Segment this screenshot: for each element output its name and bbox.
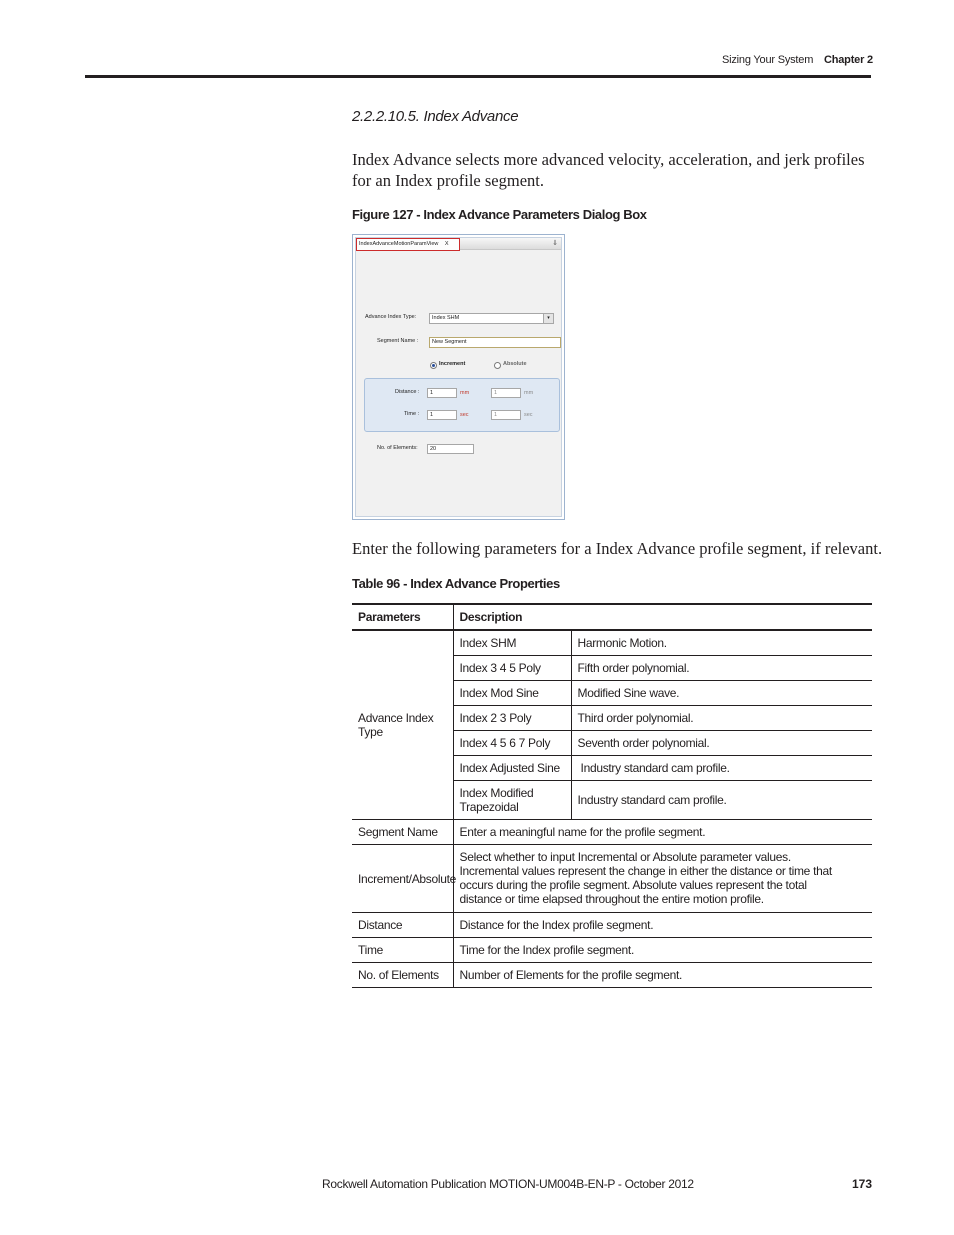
table-row [352, 630, 872, 656]
option-name: Index 3 4 5 Poly [453, 656, 571, 681]
option-desc: Seventh order polynomial. [571, 731, 872, 756]
distance-input-2[interactable] [491, 388, 521, 398]
advance-index-type-select[interactable] [429, 313, 554, 324]
param-name: Time [352, 938, 453, 963]
index-advance-properties-table [352, 603, 872, 988]
time-unit-2: sec [524, 412, 533, 418]
table-row [352, 963, 872, 988]
param-advance-index-type: Advance Index Type [352, 630, 453, 820]
segment-name-value: New Segment [432, 339, 467, 345]
option-name: Index Modified Trapezoidal [453, 781, 571, 820]
absolute-radio[interactable] [494, 362, 501, 369]
param-desc: Distance for the Index profile segment. [453, 913, 872, 938]
table-row [352, 820, 872, 845]
subsection-title: 2.2.2.10.5. Index Advance [352, 108, 519, 125]
distance-unit: mm [460, 390, 470, 396]
column-header-parameters: Parameters [352, 604, 453, 630]
absolute-radio-label: Absolute [503, 361, 527, 367]
distance-value: 1 [430, 390, 434, 396]
segment-name-label: Segment Name : [377, 338, 419, 344]
param-desc: Time for the Index profile segment. [453, 938, 872, 963]
figure-caption: Figure 127 - Index Advance Parameters Dialog Box [352, 207, 647, 222]
time-value-2: 1 [494, 412, 498, 418]
increment-radio-label: Increment [439, 361, 466, 367]
dialog-title-bar [356, 238, 561, 250]
param-name: No. of Elements [352, 963, 453, 988]
time-input-2[interactable] [491, 410, 521, 420]
elements-input[interactable] [427, 444, 474, 454]
dialog-tab[interactable] [356, 238, 460, 251]
parameters-intro: Enter the following parameters for a Index Advance profile segment, if relevant. [352, 539, 883, 558]
param-name: Segment Name [352, 820, 453, 845]
close-icon[interactable]: X [444, 241, 449, 247]
advance-index-type-value: Index SHM [432, 315, 460, 321]
param-desc: Number of Elements for the profile segment. [453, 963, 872, 988]
table-caption: Table 96 - Index Advance Properties [352, 576, 560, 591]
table-row [352, 913, 872, 938]
running-header-chapter: Chapter 2 [824, 54, 873, 66]
option-desc: Modified Sine wave. [571, 681, 872, 706]
option-desc: Harmonic Motion. [571, 630, 872, 656]
time-label: Time : [404, 411, 420, 417]
pin-icon[interactable]: ⇓ [552, 240, 558, 247]
column-header-description: Description [453, 604, 872, 630]
elements-value: 20 [430, 446, 437, 452]
dialog-panel [355, 237, 562, 517]
chevron-down-icon[interactable]: ▾ [543, 314, 553, 323]
distance-value-2: 1 [494, 390, 498, 396]
table-header-row [352, 604, 872, 630]
option-desc: Industry standard cam profile. [571, 781, 872, 820]
time-unit: sec [460, 412, 469, 418]
option-name: Index 4 5 6 7 Poly [453, 731, 571, 756]
running-header-section: Sizing Your System [722, 54, 814, 66]
dialog-tab-label: IndexAdvanceMotionParamView [359, 241, 439, 247]
page-number: 173 [852, 1177, 873, 1191]
distance-input[interactable] [427, 388, 457, 398]
footer-publication: Rockwell Automation Publication MOTION-UM004B-EN-P - October 2012 [322, 1177, 694, 1191]
distance-label: Distance : [395, 389, 420, 395]
option-name: Index Adjusted Sine [453, 756, 571, 781]
param-desc: Enter a meaningful name for the profile segment. [453, 820, 872, 845]
param-name: Increment/Absolute [352, 845, 453, 913]
increment-radio[interactable] [430, 362, 437, 369]
header-rule [85, 75, 871, 78]
param-desc: Select whether to input Incremental or Absolute parameter values. Incremental values represent the change in either the distance or time that occurs during the profile segment. Absolute values represent the total distance or time elapsed throughout the entire motion profile. [453, 845, 872, 913]
time-value: 1 [430, 412, 434, 418]
option-name: Index 2 3 Poly [453, 706, 571, 731]
elements-label: No. of Elements: [377, 445, 418, 451]
option-name: Index Mod Sine [453, 681, 571, 706]
intro-paragraph: Index Advance selects more advanced velocity, acceleration, and jerk profiles for an Index profile segment. [352, 150, 865, 190]
table-row [352, 938, 872, 963]
option-desc: Fifth order polynomial. [571, 656, 872, 681]
option-name: Index SHM [453, 630, 571, 656]
parameter-group [364, 378, 560, 432]
distance-unit-2: mm [524, 390, 534, 396]
table-row [352, 845, 872, 913]
option-desc: Industry standard cam profile. [571, 756, 872, 781]
advance-index-type-label: Advance Index Type: [365, 314, 417, 320]
index-advance-dialog [352, 234, 565, 520]
time-input[interactable] [427, 410, 457, 420]
segment-name-input[interactable] [429, 337, 561, 348]
option-desc: Third order polynomial. [571, 706, 872, 731]
param-name: Distance [352, 913, 453, 938]
